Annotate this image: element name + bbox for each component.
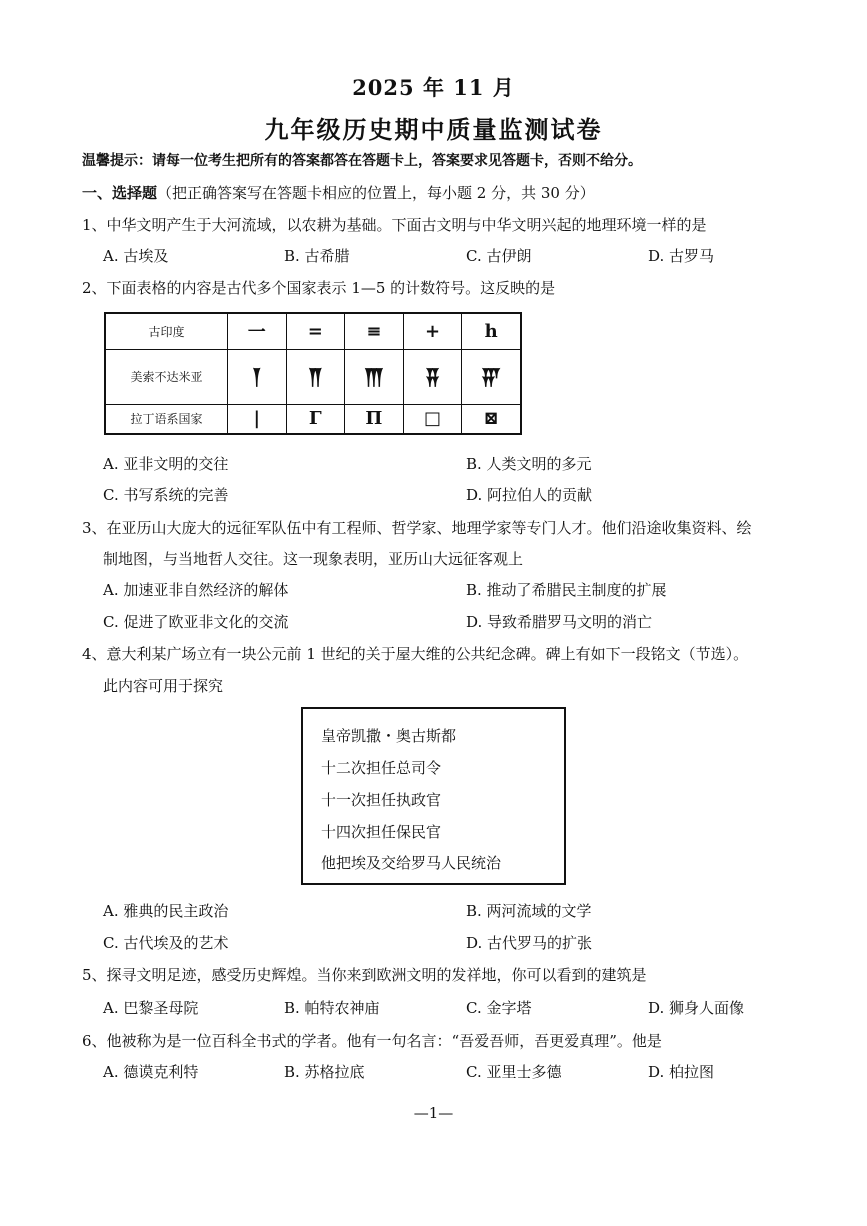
inscription-line: 十一次担任执政官 — [321, 791, 442, 809]
glyph-cell: 𒐙 — [462, 349, 521, 404]
section-title: 一、选择题 — [82, 184, 158, 202]
exam-notice: 温馨提示：请每一位考生把所有的答案都答在答题卡上，答案要求见答题卡，否则不给分。 — [82, 153, 642, 169]
exam-title: 九年级历史期中质量监测试卷 — [264, 115, 603, 144]
question-4-option-a: A. 雅典的民主政治 — [103, 902, 229, 920]
inscription-line: 十二次担任总司令 — [321, 759, 442, 777]
glyph-cell: 𒐘 — [403, 349, 462, 404]
table-row — [105, 313, 521, 349]
question-4-stem-line-1: 4、意大利某广场立有一块公元前 1 世纪的关于屋大维的公共纪念碑。碑上有如下一段铭文（节选）。 — [82, 645, 749, 663]
question-1-option-c: C. 古伊朗 — [466, 247, 532, 265]
question-3-option-b: B. 推动了希腊民主制度的扩展 — [466, 581, 667, 599]
question-4-option-b: B. 两河流域的文学 — [466, 902, 592, 920]
counting-symbols-table — [104, 312, 522, 435]
question-5-option-a: A. 巴黎圣母院 — [103, 999, 199, 1017]
glyph-cell: ≡ — [345, 313, 404, 349]
glyph-cell: = — [286, 313, 345, 349]
question-6-option-a: A. 德谟克利特 — [103, 1063, 199, 1081]
section-heading — [82, 182, 595, 203]
glyph-cell: ⊠ — [462, 404, 521, 434]
question-6-stem: 6、他被称为是一位百科全书式的学者。他有一句名言：“吾爱吾师，吾更爱真理”。他是 — [82, 1032, 662, 1050]
question-2-option-d: D. 阿拉伯人的贡献 — [466, 486, 593, 504]
question-2-option-a: A. 亚非文明的交往 — [103, 455, 229, 473]
question-5-option-c: C. 金字塔 — [466, 999, 532, 1017]
table-row — [105, 349, 521, 404]
glyph-cell: 𒐕 — [227, 349, 286, 404]
question-5-option-b: B. 帕特农神庙 — [284, 999, 380, 1017]
question-1-option-a: A. 古埃及 — [103, 247, 169, 265]
question-3-stem-line-2: 制地图，与当地哲人交往。这一现象表明，亚历山大远征客观上 — [103, 550, 524, 568]
glyph-cell: 一 — [227, 313, 286, 349]
question-1-stem: 1、中华文明产生于大河流域，以农耕为基础。下面古文明与中华文明兴起的地理环境一样的是 — [82, 216, 707, 234]
glyph-cell: | — [227, 404, 286, 434]
question-6-option-c: C. 亚里士多德 — [466, 1063, 562, 1081]
question-3-option-c: C. 促进了欧亚非文化的交流 — [103, 613, 289, 631]
question-6-option-b: B. 苏格拉底 — [284, 1063, 365, 1081]
row-label-mesopotamia: 美索不达米亚 — [105, 349, 227, 404]
question-4-stem-line-2: 此内容可用于探究 — [103, 677, 224, 695]
row-label-latin: 拉丁语系国家 — [105, 404, 227, 434]
glyph-cell: □ — [403, 404, 462, 434]
section-instruction: （把正确答案写在答题卡相应的位置上，每小题 2 分，共 30 分） — [157, 184, 595, 202]
question-5-option-d: D. 狮身人面像 — [648, 999, 745, 1017]
glyph-cell: h — [462, 313, 521, 349]
question-4-option-c: C. 古代埃及的艺术 — [103, 934, 229, 952]
glyph-cell: 𒐗 — [345, 349, 404, 404]
inscription-line: 皇帝凯撒・奥古斯都 — [321, 727, 457, 745]
inscription-box — [301, 707, 566, 885]
page-number: —1— — [413, 1104, 454, 1122]
inscription-line: 十四次担任保民官 — [321, 823, 442, 841]
question-2-option-c: C. 书写系统的完善 — [103, 486, 229, 504]
question-2-option-b: B. 人类文明的多元 — [466, 455, 592, 473]
glyph-cell: 𒐖 — [286, 349, 345, 404]
exam-date: 2025 年 11 月 — [352, 75, 515, 100]
row-label-india: 古印度 — [105, 313, 227, 349]
question-1-option-b: B. 古希腊 — [284, 247, 350, 265]
glyph-cell: + — [403, 313, 462, 349]
inscription-line: 他把埃及交给罗马人民统治 — [321, 854, 502, 872]
question-3-option-a: A. 加速亚非自然经济的解体 — [103, 581, 289, 599]
question-5-stem: 5、探寻文明足迹，感受历史辉煌。当你来到欧洲文明的发祥地，你可以看到的建筑是 — [82, 966, 647, 984]
question-3-option-d: D. 导致希腊罗马文明的消亡 — [466, 613, 653, 631]
question-3-stem-line-1: 3、在亚历山大庞大的远征军队伍中有工程师、哲学家、地理学家等专门人才。他们沿途收集资料、绘 — [82, 519, 752, 537]
question-2-stem: 2、下面表格的内容是古代多个国家表示 1—5 的计数符号。这反映的是 — [82, 279, 556, 297]
question-1-option-d: D. 古罗马 — [648, 247, 715, 265]
question-6-option-d: D. 柏拉图 — [648, 1063, 715, 1081]
table-row — [105, 404, 521, 434]
question-4-option-d: D. 古代罗马的扩张 — [466, 934, 593, 952]
glyph-cell: П — [345, 404, 404, 434]
glyph-cell: Γ — [286, 404, 345, 434]
